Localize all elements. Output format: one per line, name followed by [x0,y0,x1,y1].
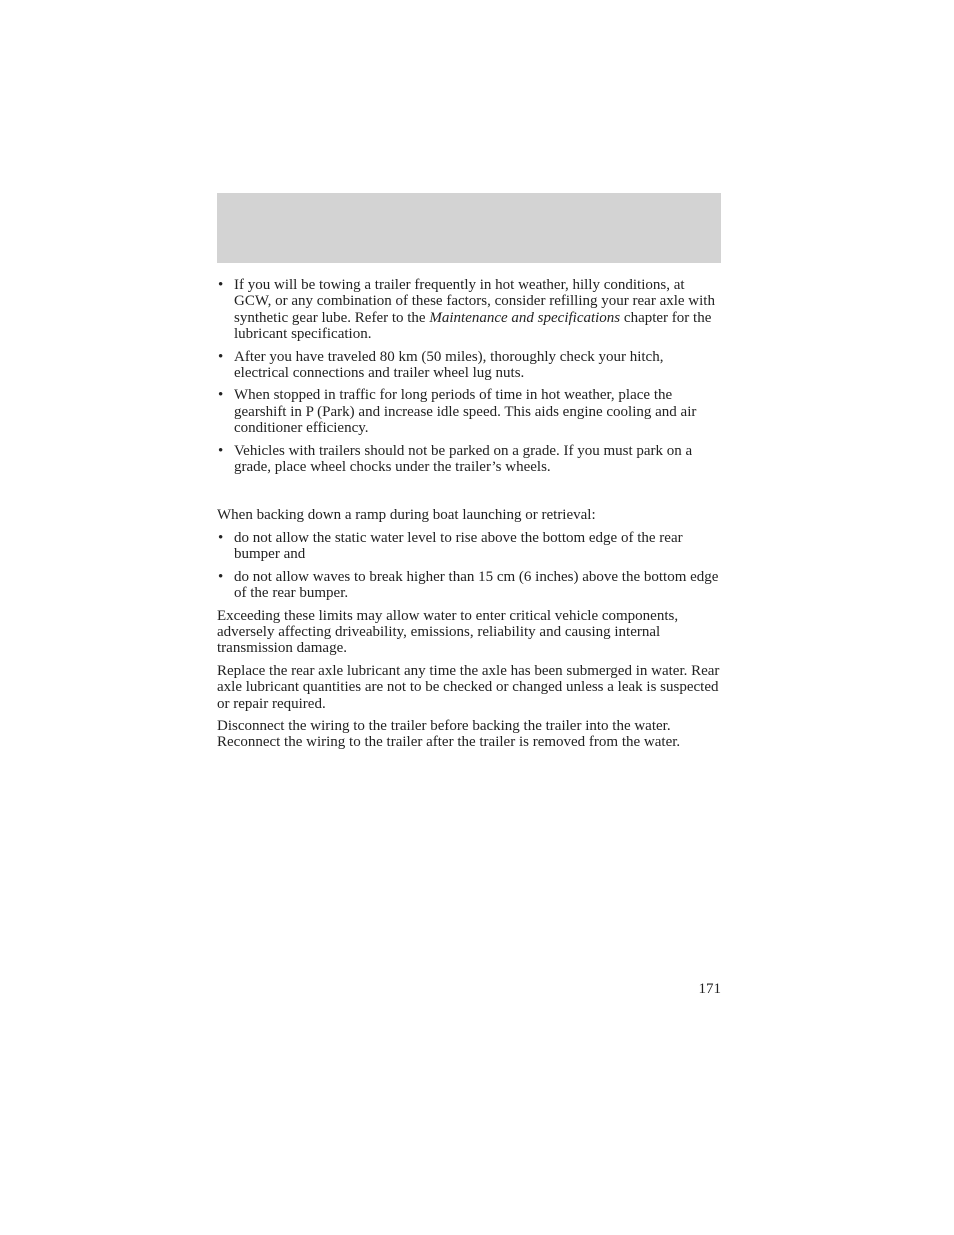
towing-tips-list [217,277,721,475]
list-item [217,443,721,476]
list-item [217,569,721,602]
list-item-text: After you have traveled 80 km (50 miles), thoroughly check your hitch, electrical connections and trailer wheel lug nuts. [234,348,664,382]
bullet-icon: • [218,442,224,459]
section-header-band [217,193,721,263]
bullet-icon: • [218,348,224,365]
list-item-text: If you will be towing a trailer frequently in hot weather, hilly conditions, at GCW, or any combination of these factors, consider refilling your rear axle with synthetic gear lube. Refer to the Maintenance and specifications chapter for the lubricant specification. [234,277,715,343]
list-item [217,277,721,343]
axle-lubricant-paragraph: Replace the rear axle lubricant any time the axle has been submerged in water. Rear axle lubricant quantities are not to be checked or changed unless a leak is suspected or repair required. [217,662,720,712]
list-item [217,530,721,563]
page-number: 171 [698,981,721,997]
water-limits-paragraph: Exceeding these limits may allow water to enter critical vehicle components, adversely affecting driveability, emissions, reliability and causing internal transmission damage. [217,607,679,657]
list-item-text: do not allow the static water level to rise above the bottom edge of the rear bumper and [234,529,683,563]
bullet-icon: • [218,387,224,404]
list-item-text: do not allow waves to break higher than 15 cm (6 inches) above the bottom edge of the rear bumper. [234,568,719,602]
bullet-icon: • [218,277,224,293]
trailer-wiring-paragraph: Disconnect the wiring to the trailer before backing the trailer into the water. Reconnect the wiring to the trailer after the trailer is removed from the water. [217,717,681,751]
bullet-icon: • [218,568,224,585]
boat-launching-intro: When backing down a ramp during boat launching or retrieval: [217,507,596,524]
list-item-text: When stopped in traffic for long periods of time in hot weather, place the gearshift in P (Park) and increase idle speed. This aids engine cooling and air conditioner efficiency. [234,387,697,437]
list-item [217,349,721,382]
list-item-text: Vehicles with trailers should not be parked on a grade. If you must park on a grade, place wheel chocks under the trailer’s wheels. [234,442,693,476]
boat-launching-list [217,530,721,602]
page-content [217,277,721,757]
bullet-icon: • [218,529,224,546]
chapter-reference: Maintenance and specifications [429,309,621,326]
list-item [217,387,721,436]
